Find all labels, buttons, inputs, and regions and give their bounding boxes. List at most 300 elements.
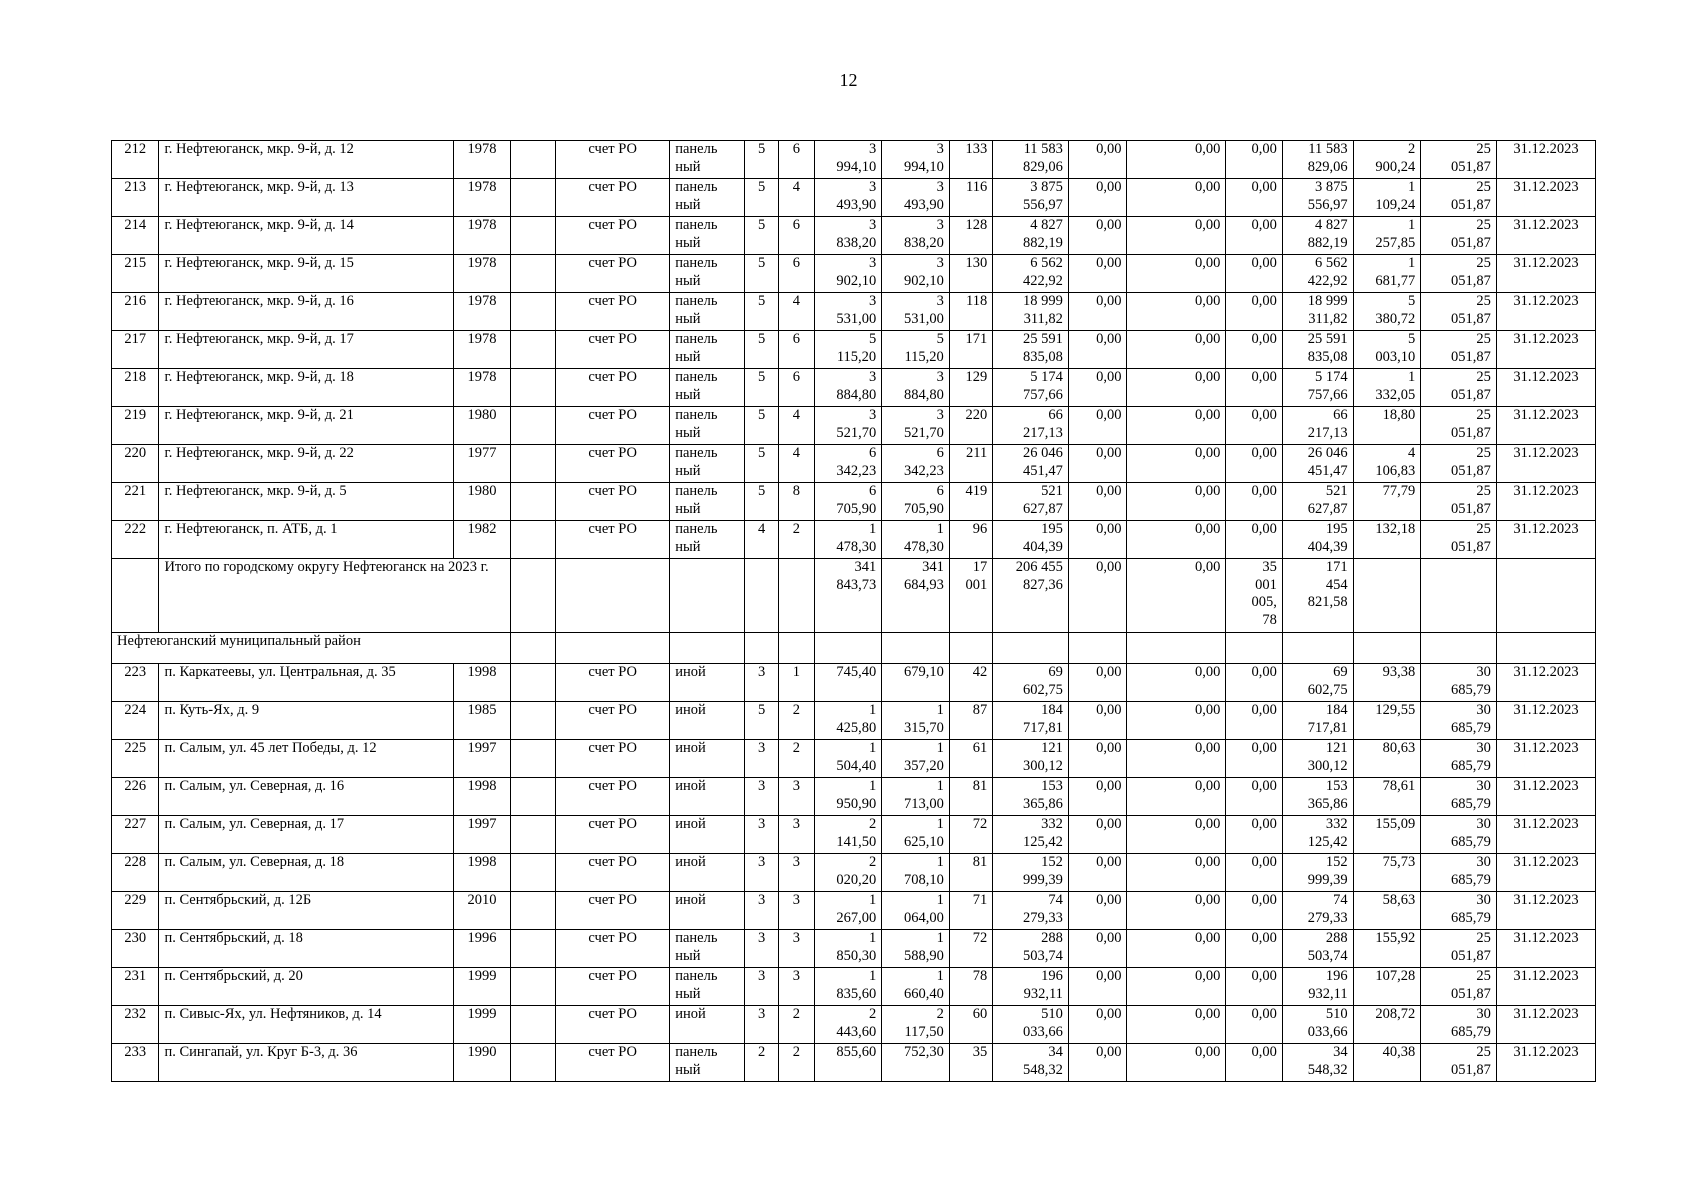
section-empty-cell [1496, 633, 1595, 664]
cell-entrances: 4 [779, 407, 814, 445]
cell-area-living: 1 660,40 [882, 968, 950, 1006]
cell-year: 1998 [454, 778, 511, 816]
cell-floors: 5 [744, 255, 778, 293]
cell-area-total: 3 521,70 [814, 407, 882, 445]
cell-entrances: 4 [779, 293, 814, 331]
cell-material: панель ный [670, 968, 745, 1006]
cell-cost-per-m2: 58,63 [1353, 892, 1421, 930]
cell-funds-3: 0,00 [1226, 445, 1283, 483]
cell-cost-owners: 288 503,74 [1282, 930, 1353, 968]
cell-number: 223 [112, 664, 159, 702]
cell-cost-per-m2: 1 109,24 [1353, 179, 1421, 217]
cell-floors: 3 [744, 930, 778, 968]
cell-cost-per-m2: 5 003,10 [1353, 331, 1421, 369]
table-row [112, 816, 1596, 854]
cell-funds-2: 0,00 [1127, 521, 1226, 559]
section-empty-cell [744, 633, 778, 664]
cell-area-living: 1 588,90 [882, 930, 950, 968]
cell-number: 216 [112, 293, 159, 331]
cell-deadline: 31.12.2023 [1496, 179, 1595, 217]
total-residents: 17 001 [949, 559, 992, 633]
cell-address: г. Нефтеюганск, мкр. 9-й, д. 14 [159, 217, 454, 255]
cell-empty [510, 702, 555, 740]
cell-cost-per-m2: 208,72 [1353, 1006, 1421, 1044]
cell-floors: 3 [744, 968, 778, 1006]
cell-entrances: 6 [779, 369, 814, 407]
cell-number: 219 [112, 407, 159, 445]
cell-area-total: 3 493,90 [814, 179, 882, 217]
table-row [112, 331, 1596, 369]
cell-area-total: 3 994,10 [814, 141, 882, 179]
cell-address: г. Нефтеюганск, мкр. 9-й, д. 17 [159, 331, 454, 369]
cell-residents: 129 [949, 369, 992, 407]
cell-residents: 87 [949, 702, 992, 740]
cell-funds-2: 0,00 [1127, 217, 1226, 255]
cell-number: 222 [112, 521, 159, 559]
cell-funds-1: 0,00 [1068, 930, 1127, 968]
total-v1: 0,00 [1068, 559, 1127, 633]
cell-funds-3: 0,00 [1226, 179, 1283, 217]
cell-material: иной [670, 664, 745, 702]
cell-address: г. Нефтеюганск, мкр. 9-й, д. 13 [159, 179, 454, 217]
cell-residents: 171 [949, 331, 992, 369]
cell-floors: 3 [744, 778, 778, 816]
cell-material: панель ный [670, 445, 745, 483]
cell-account: счет РО [556, 521, 670, 559]
cell-empty [510, 521, 555, 559]
cell-funds-2: 0,00 [1127, 1044, 1226, 1082]
cell-address: г. Нефтеюганск, мкр. 9-й, д. 18 [159, 369, 454, 407]
cell-number: 229 [112, 892, 159, 930]
cell-entrances: 3 [779, 854, 814, 892]
cell-number: 212 [112, 141, 159, 179]
cell-empty [510, 892, 555, 930]
cell-cost-per-m2: 107,28 [1353, 968, 1421, 1006]
cell-cost-owners: 26 046 451,47 [1282, 445, 1353, 483]
cell-empty [510, 445, 555, 483]
cell-number: 230 [112, 930, 159, 968]
cell-cost-per-m2: 77,79 [1353, 483, 1421, 521]
cell-entrances: 6 [779, 255, 814, 293]
cell-address: п. Куть-Ях, д. 9 [159, 702, 454, 740]
cell-cost-total: 69 602,75 [993, 664, 1069, 702]
cell-limit-cost: 30 685,79 [1421, 854, 1497, 892]
cell-limit-cost: 30 685,79 [1421, 892, 1497, 930]
cell-material: иной [670, 854, 745, 892]
cell-area-total: 1 850,30 [814, 930, 882, 968]
cell-area-living: 3 884,80 [882, 369, 950, 407]
cell-limit-cost: 25 051,87 [1421, 369, 1497, 407]
cell-address: г. Нефтеюганск, мкр. 9-й, д. 16 [159, 293, 454, 331]
cell-deadline: 31.12.2023 [1496, 217, 1595, 255]
cell-limit-cost: 30 685,79 [1421, 664, 1497, 702]
cell-empty [510, 930, 555, 968]
cell-entrances: 1 [779, 664, 814, 702]
section-empty-cell [882, 633, 950, 664]
section-empty-cell [949, 633, 992, 664]
cell-limit-cost: 25 051,87 [1421, 217, 1497, 255]
cell-cost-owners: 521 627,87 [1282, 483, 1353, 521]
cell-number: 215 [112, 255, 159, 293]
table-row [112, 968, 1596, 1006]
cell-account: счет РО [556, 854, 670, 892]
cell-cost-owners: 6 562 422,92 [1282, 255, 1353, 293]
cell-empty [510, 664, 555, 702]
cell-account: счет РО [556, 740, 670, 778]
cell-account: счет РО [556, 1006, 670, 1044]
cell-entrances: 8 [779, 483, 814, 521]
cell-area-total: 855,60 [814, 1044, 882, 1082]
cell-entrances: 4 [779, 179, 814, 217]
cell-funds-3: 0,00 [1226, 255, 1283, 293]
cell-year: 1978 [454, 369, 511, 407]
cell-cost-total: 195 404,39 [993, 521, 1069, 559]
cell-empty [510, 293, 555, 331]
cell-entrances: 2 [779, 702, 814, 740]
cell-deadline: 31.12.2023 [1496, 816, 1595, 854]
cell-deadline: 31.12.2023 [1496, 255, 1595, 293]
cell-cost-per-m2: 132,18 [1353, 521, 1421, 559]
cell-limit-cost: 25 051,87 [1421, 445, 1497, 483]
cell-number: 231 [112, 968, 159, 1006]
cell-residents: 35 [949, 1044, 992, 1082]
cell-year: 1999 [454, 1006, 511, 1044]
total-cost-total: 206 455 827,36 [993, 559, 1069, 633]
cell-funds-3: 0,00 [1226, 293, 1283, 331]
cell-address: г. Нефтеюганск, мкр. 9-й, д. 15 [159, 255, 454, 293]
total-empty-cell [556, 559, 670, 633]
cell-funds-1: 0,00 [1068, 407, 1127, 445]
cell-cost-owners: 18 999 311,82 [1282, 293, 1353, 331]
cell-entrances: 2 [779, 521, 814, 559]
cell-number: 232 [112, 1006, 159, 1044]
cell-floors: 3 [744, 740, 778, 778]
section-empty-cell [1353, 633, 1421, 664]
total-empty-cell [1353, 559, 1421, 633]
total-empty-cell [1496, 559, 1595, 633]
cell-limit-cost: 30 685,79 [1421, 1006, 1497, 1044]
cell-funds-2: 0,00 [1127, 179, 1226, 217]
cell-area-living: 1 713,00 [882, 778, 950, 816]
cell-funds-3: 0,00 [1226, 217, 1283, 255]
cell-address: п. Салым, ул. Северная, д. 17 [159, 816, 454, 854]
cell-funds-1: 0,00 [1068, 664, 1127, 702]
section-empty-cell [1226, 633, 1283, 664]
cell-funds-2: 0,00 [1127, 778, 1226, 816]
cell-material: иной [670, 702, 745, 740]
cell-entrances: 6 [779, 217, 814, 255]
cell-cost-owners: 510 033,66 [1282, 1006, 1353, 1044]
cell-cost-per-m2: 93,38 [1353, 664, 1421, 702]
cell-account: счет РО [556, 816, 670, 854]
cell-area-living: 1 708,10 [882, 854, 950, 892]
cell-number: 217 [112, 331, 159, 369]
cell-funds-1: 0,00 [1068, 740, 1127, 778]
cell-funds-2: 0,00 [1127, 740, 1226, 778]
cell-limit-cost: 25 051,87 [1421, 930, 1497, 968]
total-empty-cell [670, 559, 745, 633]
cell-cost-total: 25 591 835,08 [993, 331, 1069, 369]
cell-year: 1978 [454, 331, 511, 369]
cell-entrances: 2 [779, 1044, 814, 1082]
cell-address: п. Салым, ул. Северная, д. 18 [159, 854, 454, 892]
cell-address: п. Сингапай, ул. Круг Б-3, д. 36 [159, 1044, 454, 1082]
cell-funds-3: 0,00 [1226, 702, 1283, 740]
cell-floors: 5 [744, 331, 778, 369]
cell-cost-owners: 25 591 835,08 [1282, 331, 1353, 369]
cell-entrances: 3 [779, 968, 814, 1006]
cell-material: иной [670, 778, 745, 816]
total-empty-cell [1421, 559, 1497, 633]
cell-funds-2: 0,00 [1127, 816, 1226, 854]
table-row [112, 854, 1596, 892]
cell-residents: 71 [949, 892, 992, 930]
cell-deadline: 31.12.2023 [1496, 740, 1595, 778]
cell-funds-3: 0,00 [1226, 854, 1283, 892]
cell-entrances: 3 [779, 892, 814, 930]
cell-funds-3: 0,00 [1226, 369, 1283, 407]
cell-material: панель ный [670, 369, 745, 407]
cell-cost-per-m2: 4 106,83 [1353, 445, 1421, 483]
cell-limit-cost: 25 051,87 [1421, 255, 1497, 293]
cell-floors: 5 [744, 369, 778, 407]
cell-limit-cost: 30 685,79 [1421, 740, 1497, 778]
cell-material: панель ный [670, 179, 745, 217]
cell-material: панель ный [670, 293, 745, 331]
cell-empty [510, 179, 555, 217]
cell-funds-2: 0,00 [1127, 331, 1226, 369]
cell-year: 1978 [454, 179, 511, 217]
section-empty-cell [510, 633, 555, 664]
cell-material: панель ный [670, 331, 745, 369]
cell-funds-3: 0,00 [1226, 1006, 1283, 1044]
cell-area-living: 3 994,10 [882, 141, 950, 179]
cell-deadline: 31.12.2023 [1496, 968, 1595, 1006]
total-section [112, 559, 1596, 664]
cell-funds-2: 0,00 [1127, 892, 1226, 930]
cell-area-living: 3 521,70 [882, 407, 950, 445]
cell-cost-owners: 184 717,81 [1282, 702, 1353, 740]
cell-deadline: 31.12.2023 [1496, 293, 1595, 331]
total-cost-owners: 171 454 821,58 [1282, 559, 1353, 633]
table-row [112, 702, 1596, 740]
cell-funds-1: 0,00 [1068, 702, 1127, 740]
cell-area-living: 1 625,10 [882, 816, 950, 854]
total-v2: 0,00 [1127, 559, 1226, 633]
cell-deadline: 31.12.2023 [1496, 521, 1595, 559]
cell-funds-3: 0,00 [1226, 331, 1283, 369]
cell-year: 1990 [454, 1044, 511, 1082]
cell-area-total: 1 950,90 [814, 778, 882, 816]
cell-cost-total: 4 827 882,19 [993, 217, 1069, 255]
cell-area-living: 1 064,00 [882, 892, 950, 930]
cell-funds-1: 0,00 [1068, 293, 1127, 331]
cell-year: 1998 [454, 854, 511, 892]
table-row [112, 740, 1596, 778]
cell-funds-2: 0,00 [1127, 702, 1226, 740]
cell-funds-1: 0,00 [1068, 369, 1127, 407]
section-empty-cell [993, 633, 1069, 664]
cell-residents: 116 [949, 179, 992, 217]
cell-year: 1998 [454, 664, 511, 702]
cell-cost-per-m2: 80,63 [1353, 740, 1421, 778]
cell-floors: 5 [744, 407, 778, 445]
total-area-total: 341 843,73 [814, 559, 882, 633]
cell-residents: 78 [949, 968, 992, 1006]
cell-floors: 5 [744, 141, 778, 179]
cell-funds-2: 0,00 [1127, 664, 1226, 702]
cell-empty [510, 407, 555, 445]
cell-cost-total: 184 717,81 [993, 702, 1069, 740]
cell-funds-2: 0,00 [1127, 483, 1226, 521]
section-empty-cell [1282, 633, 1353, 664]
cell-floors: 3 [744, 664, 778, 702]
cell-residents: 96 [949, 521, 992, 559]
cell-number: 218 [112, 369, 159, 407]
cell-cost-owners: 121 300,12 [1282, 740, 1353, 778]
cell-residents: 130 [949, 255, 992, 293]
cell-limit-cost: 30 685,79 [1421, 816, 1497, 854]
cell-area-living: 752,30 [882, 1044, 950, 1082]
cell-area-total: 2 141,50 [814, 816, 882, 854]
cell-limit-cost: 25 051,87 [1421, 407, 1497, 445]
cell-account: счет РО [556, 930, 670, 968]
cell-empty [510, 968, 555, 1006]
cell-floors: 5 [744, 293, 778, 331]
cell-residents: 133 [949, 141, 992, 179]
cell-funds-1: 0,00 [1068, 892, 1127, 930]
cell-deadline: 31.12.2023 [1496, 445, 1595, 483]
table-row [112, 179, 1596, 217]
cell-address: г. Нефтеюганск, мкр. 9-й, д. 22 [159, 445, 454, 483]
cell-year: 1997 [454, 740, 511, 778]
table-row [112, 217, 1596, 255]
cell-area-total: 1 835,60 [814, 968, 882, 1006]
table-row [112, 1006, 1596, 1044]
cell-address: п. Сентябрьский, д. 18 [159, 930, 454, 968]
cell-material: иной [670, 816, 745, 854]
cell-cost-per-m2: 5 380,72 [1353, 293, 1421, 331]
cell-funds-2: 0,00 [1127, 369, 1226, 407]
cell-funds-1: 0,00 [1068, 179, 1127, 217]
table-row [112, 483, 1596, 521]
total-area-living: 341 684,93 [882, 559, 950, 633]
table-row [112, 445, 1596, 483]
section-header-row [112, 633, 1596, 664]
cell-residents: 118 [949, 293, 992, 331]
cell-limit-cost: 25 051,87 [1421, 179, 1497, 217]
cell-material: иной [670, 1006, 745, 1044]
table-row [112, 1044, 1596, 1082]
cell-funds-1: 0,00 [1068, 445, 1127, 483]
cell-address: г. Нефтеюганск, мкр. 9-й, д. 5 [159, 483, 454, 521]
cell-funds-1: 0,00 [1068, 854, 1127, 892]
cell-number: 214 [112, 217, 159, 255]
cell-residents: 211 [949, 445, 992, 483]
cell-funds-1: 0,00 [1068, 968, 1127, 1006]
cell-limit-cost: 25 051,87 [1421, 968, 1497, 1006]
cell-area-total: 1 425,80 [814, 702, 882, 740]
cell-material: панель ный [670, 1044, 745, 1082]
section-empty-cell [1421, 633, 1497, 664]
cell-entrances: 6 [779, 141, 814, 179]
table-row [112, 407, 1596, 445]
cell-area-total: 3 902,10 [814, 255, 882, 293]
cell-entrances: 3 [779, 778, 814, 816]
cell-empty [510, 1044, 555, 1082]
cell-area-total: 2 443,60 [814, 1006, 882, 1044]
cell-cost-per-m2: 2 900,24 [1353, 141, 1421, 179]
cell-floors: 3 [744, 854, 778, 892]
cell-cost-total: 152 999,39 [993, 854, 1069, 892]
cell-area-living: 1 315,70 [882, 702, 950, 740]
total-num-cell [112, 559, 159, 633]
cell-floors: 5 [744, 217, 778, 255]
registry-table [111, 140, 1596, 1082]
cell-floors: 3 [744, 816, 778, 854]
cell-year: 1982 [454, 521, 511, 559]
cell-empty [510, 217, 555, 255]
cell-entrances: 6 [779, 331, 814, 369]
section-empty-cell [670, 633, 745, 664]
cell-number: 213 [112, 179, 159, 217]
cell-year: 1978 [454, 255, 511, 293]
cell-cost-total: 510 033,66 [993, 1006, 1069, 1044]
cell-empty [510, 854, 555, 892]
cell-deadline: 31.12.2023 [1496, 778, 1595, 816]
cell-cost-total: 153 365,86 [993, 778, 1069, 816]
cell-funds-3: 0,00 [1226, 892, 1283, 930]
cell-area-living: 2 117,50 [882, 1006, 950, 1044]
cell-area-total: 5 115,20 [814, 331, 882, 369]
cell-funds-2: 0,00 [1127, 968, 1226, 1006]
cell-cost-total: 121 300,12 [993, 740, 1069, 778]
cell-year: 1996 [454, 930, 511, 968]
cell-funds-3: 0,00 [1226, 521, 1283, 559]
table-row [112, 141, 1596, 179]
cell-deadline: 31.12.2023 [1496, 1006, 1595, 1044]
cell-deadline: 31.12.2023 [1496, 664, 1595, 702]
cell-address: п. Сентябрьский, д. 12Б [159, 892, 454, 930]
cell-area-living: 3 838,20 [882, 217, 950, 255]
cell-limit-cost: 25 051,87 [1421, 331, 1497, 369]
cell-funds-3: 0,00 [1226, 930, 1283, 968]
cell-entrances: 3 [779, 816, 814, 854]
cell-deadline: 31.12.2023 [1496, 369, 1595, 407]
cell-address: п. Сивыс-Ях, ул. Нефтяников, д. 14 [159, 1006, 454, 1044]
cell-cost-owners: 153 365,86 [1282, 778, 1353, 816]
section-empty-cell [1127, 633, 1226, 664]
cell-residents: 419 [949, 483, 992, 521]
cell-funds-1: 0,00 [1068, 255, 1127, 293]
cell-empty [510, 331, 555, 369]
cell-number: 226 [112, 778, 159, 816]
cell-year: 1977 [454, 445, 511, 483]
cell-number: 221 [112, 483, 159, 521]
cell-residents: 220 [949, 407, 992, 445]
cell-address: г. Нефтеюганск, мкр. 9-й, д. 12 [159, 141, 454, 179]
cell-funds-2: 0,00 [1127, 854, 1226, 892]
cell-account: счет РО [556, 445, 670, 483]
section-empty-cell [814, 633, 882, 664]
total-empty-cell [510, 559, 555, 633]
cell-floors: 5 [744, 483, 778, 521]
section-empty-cell [556, 633, 670, 664]
cell-empty [510, 1006, 555, 1044]
cell-year: 1999 [454, 968, 511, 1006]
cell-cost-total: 3 875 556,97 [993, 179, 1069, 217]
cell-limit-cost: 25 051,87 [1421, 293, 1497, 331]
